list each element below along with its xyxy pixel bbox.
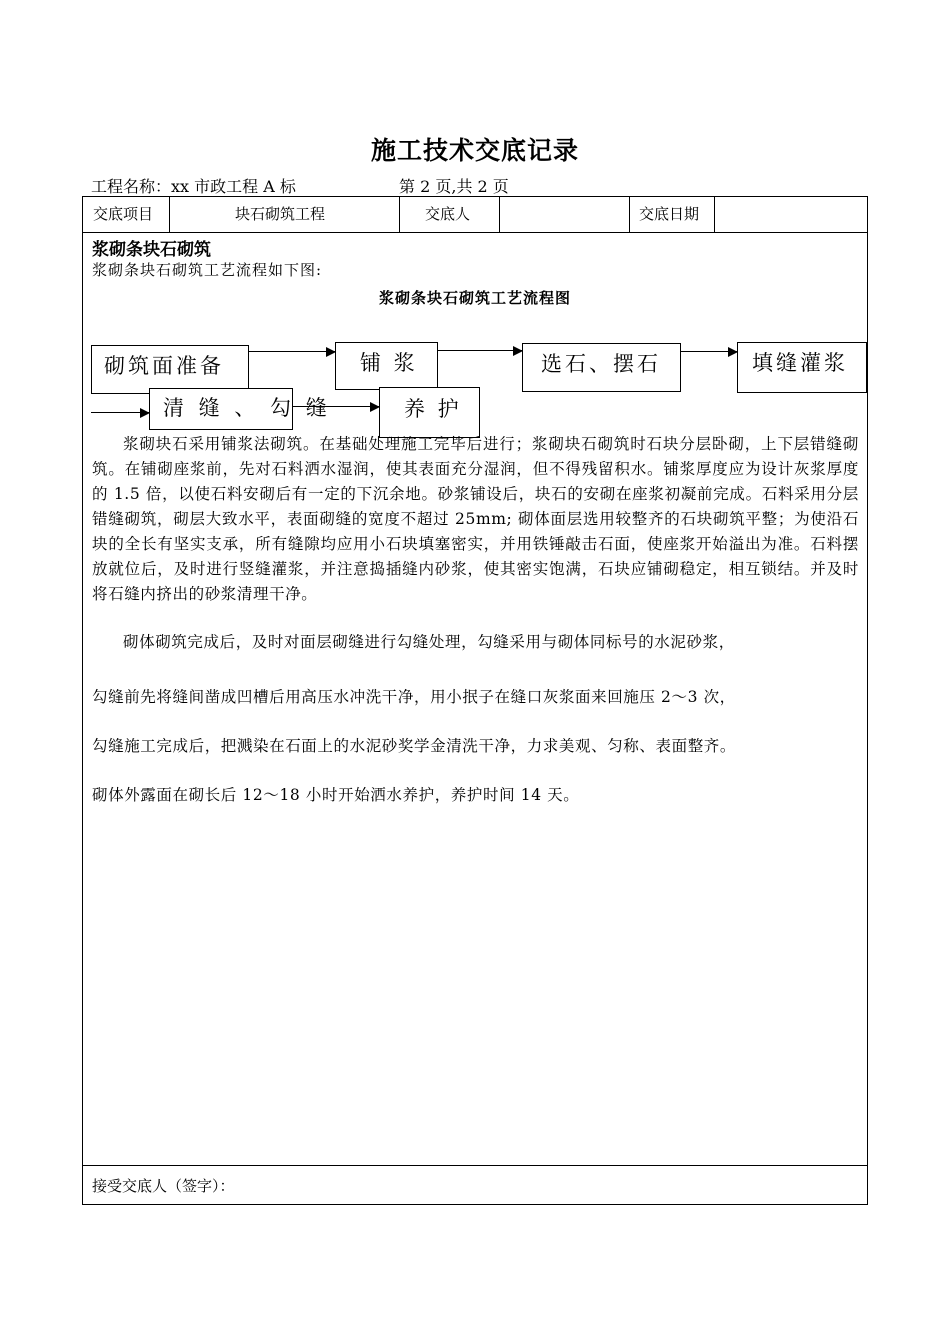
record-table <box>82 196 868 1205</box>
curing-text: 砌体外露面在砌长后 12～18 小时开始洒水养护，养护时间 14 天。 <box>92 786 580 804</box>
flow-step-curing: 养 护 <box>379 387 480 438</box>
paragraph-pointing <box>92 630 859 655</box>
receiver-signature-label: 接受交底人（签字）： <box>92 1177 235 1195</box>
item-label: 交底项目 <box>93 205 154 223</box>
flow-arrow-4 <box>91 412 149 413</box>
pointing-clean-text: 勾缝施工完成后，把溅染在石面上的水泥砂奖学金清洗干净，力求美观、匀称、表面整齐。 <box>92 737 737 755</box>
section-title: 浆砌条块石砌筑 <box>92 240 211 260</box>
item-value: 块石砌筑工程 <box>235 205 326 223</box>
flow-step-pointing: 清 缝 、 勾 缝 <box>149 388 293 430</box>
flow-step-mortar: 铺 浆 <box>335 342 438 390</box>
flow-arrow-2 <box>438 350 522 351</box>
intro-text: 浆砌条块石砌筑工艺流程如下图: <box>92 261 323 279</box>
flow-step-select-stone: 选石、摆石 <box>522 343 681 392</box>
paragraph-masonry-text: 浆砌块石采用铺浆法砌筑。在基础处理施工完毕后进行；浆砌块石砌筑时石块分层卧砌，上下层错缝砌筑。在铺砌座浆前，先对石料洒水湿润，使其表面充分湿润，但不得残留积水。铺浆厚度应为设计灰浆厚度的 1.5 倍，以使石料安砌后有一定的下沉余地。砂浆铺设后，块石的安砌在座浆初凝前完成。石料采用分层错缝砌筑，砌层大致水平，表面砌缝的宽度不超过 25mm; 砌体面层选用较整齐的石块砌筑平整；为使沿石块的全长有坚实支承，所有缝隙均应用小石块填塞密实，并用铁锤敲击石面，使座浆开始溢出为准。石料摆放就位后，及时进行竖缝灌浆，并注意捣插缝内砂浆，使其密实饱满，石块应铺砌稳定，相互锁结。并及时将石缝内挤出的砂浆清理干净。 <box>92 435 859 603</box>
flow-step-prepare: 砌筑面准备 <box>91 345 249 394</box>
date-label: 交底日期 <box>639 205 700 223</box>
page-title: 施工技术交底记录 <box>370 136 579 165</box>
person-label: 交底人 <box>425 205 471 223</box>
flow-arrow-1 <box>249 351 335 352</box>
page-info: 第 2 页,共 2 页 <box>399 177 509 196</box>
flow-step-grout: 填缝灌浆 <box>737 342 867 393</box>
project-name: 工程名称：xx 市政工程 A 标 <box>91 177 296 196</box>
flow-title: 浆砌条块石砌筑工艺流程图 <box>378 289 571 307</box>
paragraph-masonry <box>92 432 859 607</box>
flow-arrow-3 <box>681 351 737 352</box>
pointing-step-text: 勾缝前先将缝间凿成凹槽后用高压水冲洗干净，用小抿子在缝口灰浆面来回施压 2～3 次， <box>92 688 736 706</box>
paragraph-pointing-text: 砌体砌筑完成后，及时对面层砌缝进行勾缝处理，勾缝采用与砌体同标号的水泥砂浆， <box>123 633 735 651</box>
